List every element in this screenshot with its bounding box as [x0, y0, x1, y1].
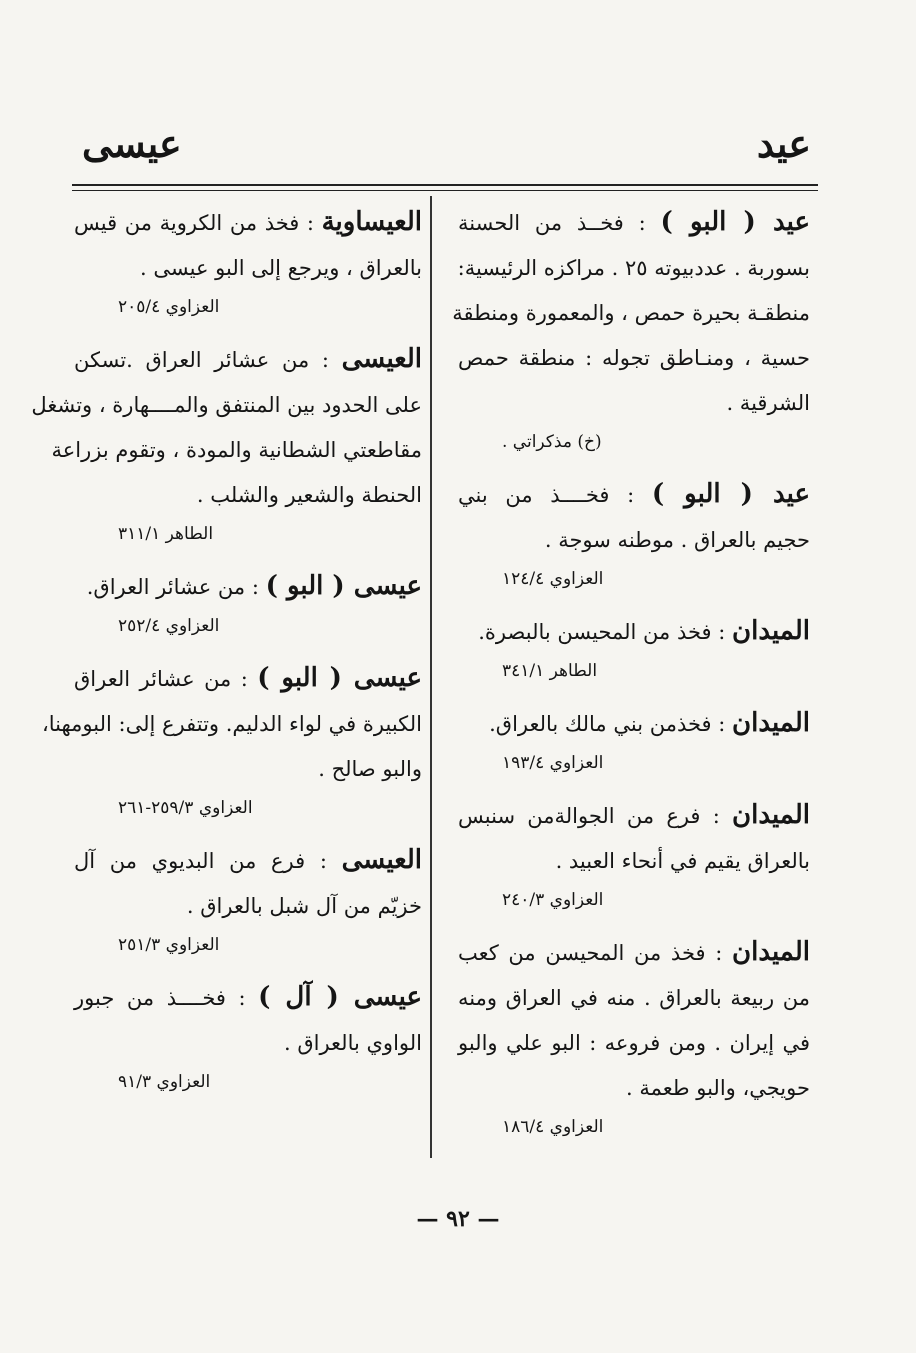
- entry-line: [458, 381, 810, 426]
- entry-source: العزاوي ١٢٤/٤: [502, 569, 604, 589]
- entry-line: [74, 246, 422, 291]
- entry-line: [74, 1021, 422, 1066]
- entry-text: حسية ، ومنـاطق تجوله : منطقة حمص: [458, 346, 810, 370]
- entry-source: العزاوي ١٨٦/٤: [502, 1117, 604, 1137]
- entry-text: : فخذ من الكروية من قيس: [74, 211, 322, 235]
- entry-text: خزيّم من آل شبل بالعراق .: [186, 894, 422, 918]
- entry-source: العزاوي ٢٤٠/٣: [502, 890, 604, 910]
- entry-headword: عيسى ( البو ): [265, 571, 422, 601]
- entry-headword: الميدان: [732, 937, 810, 967]
- entry-spacer: [74, 961, 422, 975]
- entry-text: على الحدود بين المنتفق والمــــهارة ، وتشغل: [31, 393, 422, 417]
- entry-spacer: [74, 1098, 422, 1112]
- entry-headword: العيسى: [341, 845, 422, 875]
- entry-source: العزاوي ٢٥٢/٤: [118, 616, 220, 636]
- entry-headword: الميدان: [732, 800, 810, 830]
- entry-text: الواوي بالعراق .: [283, 1031, 422, 1055]
- entry-text: الشرقية .: [726, 391, 810, 415]
- dictionary-entry: [458, 793, 810, 930]
- running-head-right: عيد: [756, 121, 811, 166]
- entry-spacer: [458, 779, 810, 793]
- entry-line: [458, 609, 810, 655]
- entry-source: (خ) مذكراتي .: [502, 432, 602, 452]
- entry-text: : فرع من الجوالةمن سنبس: [458, 804, 732, 828]
- entry-text: والبو صالح .: [318, 757, 422, 781]
- entry-text: حويجي، والبو طعمة .: [625, 1076, 810, 1100]
- dictionary-entry: [31, 337, 422, 564]
- entry-spacer: [458, 595, 810, 609]
- entry-line: [74, 337, 422, 383]
- entry-line: [458, 1066, 810, 1111]
- entry-source: العزاوي ١٩٣/٤: [502, 753, 604, 773]
- entry-line: [41, 702, 422, 747]
- entry-text: مقاطعتي الشطانية والمودة ، وتقوم بزراعة: [51, 438, 422, 462]
- entry-source: الطاهر ٣١١/١: [118, 524, 214, 544]
- left-column: [31, 200, 423, 1112]
- entry-line: [51, 428, 422, 473]
- entry-spacer: [458, 1143, 810, 1157]
- entry-text: بالعراق يقيم في أنحاء العبيد .: [555, 849, 810, 873]
- entry-headword: الميدان: [732, 708, 810, 738]
- entry-source: العزاوي ٢٥١/٣: [118, 935, 220, 955]
- entry-headword: العيساوية: [321, 207, 422, 237]
- entry-line: [458, 1021, 810, 1066]
- entry-headword: عيد ( البو ): [660, 207, 810, 237]
- entry-source: العزاوي ٢٠٥/٤: [118, 297, 220, 317]
- entry-text: الحنطة والشعير والشلب .: [196, 483, 422, 507]
- entry-spacer: [458, 916, 810, 930]
- entry-text: : فخذ من المحيسن من كعب: [458, 941, 732, 965]
- entry-text: في إيران . ومن فروعه : البو علي والبو: [458, 1031, 810, 1055]
- entry-source: العزاوي ٢٥٩/٣-٢٦١: [118, 798, 253, 818]
- entry-line: [458, 976, 810, 1021]
- entry-line: [458, 701, 810, 747]
- entry-text: : من عشائر العراق: [74, 667, 258, 691]
- entry-headword: عيسى ( آل ): [258, 982, 422, 1012]
- header-rule-thick: [72, 184, 818, 186]
- entry-line: [74, 975, 422, 1021]
- entry-text: : من عشائر العراق.: [86, 575, 266, 599]
- entry-text: : من عشائر العراق .تسكن: [74, 348, 342, 372]
- entry-headword: عيسى ( البو ): [257, 663, 423, 693]
- dictionary-entry: [452, 200, 810, 472]
- dictionary-entry: [74, 564, 422, 656]
- entry-line: [458, 839, 810, 884]
- entry-headword: العيسى: [341, 344, 422, 374]
- entry-text: : فخــذ من الحسنة: [458, 211, 661, 235]
- entry-line: [458, 930, 810, 976]
- dictionary-entry: [74, 200, 422, 337]
- dictionary-entry: [74, 838, 422, 975]
- entry-line: [74, 200, 422, 246]
- dictionary-entry: [458, 701, 810, 793]
- entry-line: [74, 838, 422, 884]
- entry-text: بسوربة . عددبيوته ٢٥ . مراكزه الرئيسية:: [457, 256, 810, 280]
- entry-line: [74, 656, 422, 702]
- dictionary-entry: [458, 609, 810, 701]
- entry-headword: عيد ( البو ): [651, 479, 810, 509]
- entry-text: من ربيعة بالعراق . منه في العراق ومنه: [458, 986, 810, 1010]
- entry-headword: الميدان: [732, 616, 810, 646]
- entry-text: الكبيرة في لواء الدليم. وتتفرع إلى: البومهنا،: [41, 712, 422, 736]
- entry-line: [458, 472, 810, 518]
- entry-spacer: [74, 824, 422, 838]
- header-rule-thin: [72, 190, 818, 191]
- entry-text: : فرع من البديوي من آل: [74, 849, 342, 873]
- entry-line: [458, 793, 810, 839]
- entry-spacer: [74, 550, 422, 564]
- entry-spacer: [458, 458, 810, 472]
- entry-text: : فخذ من المحيسن بالبصرة.: [478, 620, 732, 644]
- entry-line: [74, 564, 422, 610]
- entry-text: : فخذمن بني مالك بالعراق.: [489, 712, 732, 736]
- entry-line: [74, 884, 422, 929]
- entry-line: [74, 473, 422, 518]
- entry-spacer: [458, 687, 810, 701]
- entry-spacer: [74, 323, 422, 337]
- entry-text: : فخــــذ من جبور: [74, 986, 259, 1010]
- entry-line: [458, 336, 810, 381]
- entry-line: [458, 518, 810, 563]
- entry-text: منطقـة بحيرة حمص ، والمعمورة ومنطقة: [452, 301, 810, 325]
- dictionary-entry: [458, 472, 810, 609]
- dictionary-entry: [74, 975, 422, 1112]
- entry-line: [458, 246, 810, 291]
- entry-line: [31, 383, 422, 428]
- entry-text: بالعراق ، ويرجع إلى البو عيسى .: [140, 256, 422, 280]
- dictionary-entry: [458, 930, 810, 1157]
- entry-text: حجيم بالعراق . موطنه سوجة .: [544, 528, 810, 552]
- running-head-left: عيسى: [82, 121, 182, 166]
- entry-source: الطاهر ٣٤١/١: [502, 661, 598, 681]
- entry-text: : فخــــذ من بني: [458, 483, 652, 507]
- right-column: [452, 200, 810, 1157]
- page-number: — ٩٢ —: [416, 1206, 500, 1232]
- entry-line: [74, 747, 422, 792]
- entry-spacer: [74, 642, 422, 656]
- entry-line: [458, 200, 810, 246]
- entry-line: [452, 291, 810, 336]
- column-divider: [430, 196, 432, 1158]
- entry-source: العزاوي ٩١/٣: [118, 1072, 211, 1092]
- dictionary-entry: [41, 656, 423, 838]
